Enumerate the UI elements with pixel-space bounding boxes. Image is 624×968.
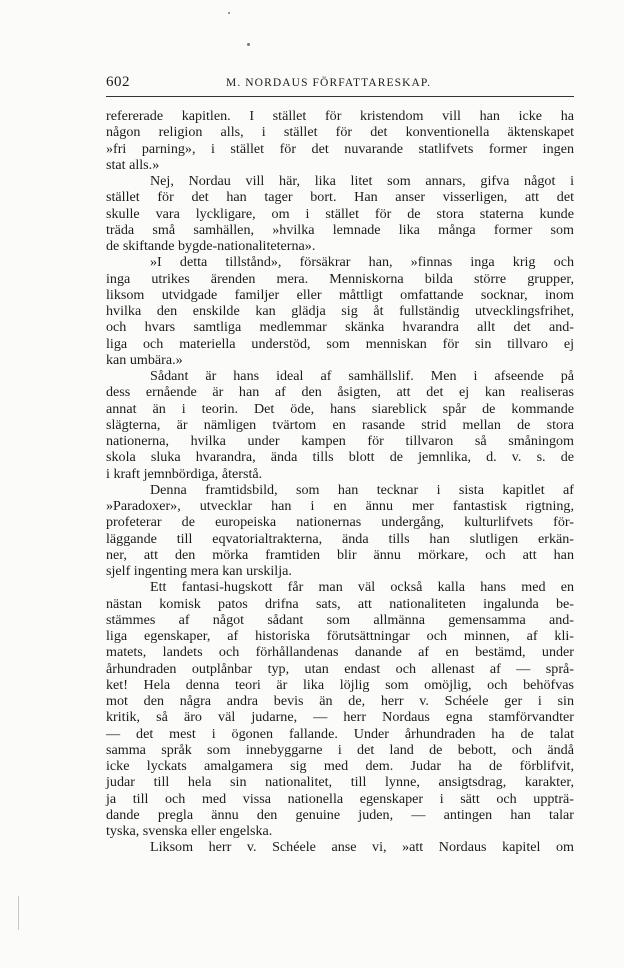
text-line: liksom utvidgade familjer eller måttligt omfattande socknar, inom [106, 286, 574, 303]
text-line: Nej, Nordau vill här, lika litet som annars, gifva något i [150, 173, 574, 189]
text-line: de skiftande bygde-nationaliteterna». [106, 238, 316, 254]
text-line: — det mest i ögonen fallande. Under århundraden ha de talat [106, 725, 574, 742]
text-line: »fri parning», i stället för det nuvarande statlifvets former ingen [106, 140, 574, 157]
text-line: träda små samhällen, »hvilka lemnade lika många former som [106, 221, 574, 238]
text-line: dande pregla ännu den genuine juden, — antingen han talar [106, 806, 574, 823]
text-line: nästan komisk patos drifna sats, att nationaliteten ingalunda be- [106, 595, 574, 612]
text-line: inga utrikes ärenden mera. Menniskorna bilda större grupper, [106, 270, 574, 287]
text-line: och hvars samtliga medlemmar skänka hvarandra allt det and- [106, 319, 574, 336]
text-line: skola sluka hvarandra, ända tills blott de jemnlika, d. v. s. de [106, 449, 574, 466]
text-line: hvilka den enskilde kan glädja sig åt fullständig utvecklingsfrihet, [106, 303, 574, 319]
text-line: profeterar de europeiska nationernas undergång, kulturlifvets för- [106, 514, 574, 531]
text-line: stämmes af något sådant som allmänna gemensamma and- [106, 611, 574, 628]
text-line: ja till och med vissa nationella egenskaper i sätt och uppträ- [106, 790, 574, 807]
text-line: mot den några andra bevis än de, herr v. Schéele ger i sin [106, 693, 574, 709]
text-line: århundraden outplånbar typ, utan endast och allenast af — språ- [106, 660, 574, 677]
text-line: refererade kapitlen. I stället för kristendom vill han icke ha [106, 108, 574, 124]
text-line: annat än i teorin. Det öde, hans siareblick spår de kommande [106, 400, 574, 417]
text-line: stat alls.» [106, 156, 160, 173]
text-line: Liksom herr v. Schéele anse vi, »att Nordaus kapitel om [150, 839, 574, 856]
ink-speck [247, 43, 250, 46]
text-line: i kraft jemnbördiga, återstå. [106, 465, 263, 482]
ink-speck [228, 12, 230, 14]
text-line: ner, att den mörka framtiden blir ännu mörkare, och att han [106, 546, 574, 563]
text-line: »Paradoxer», utvecklar han i en ännu mer fantastisk rigtning, [106, 498, 574, 514]
margin-mark [18, 896, 19, 930]
text-line: matets, landets och förhållandenas danande af en bestämd, under [106, 644, 574, 661]
header-rule [106, 96, 574, 97]
text-line: dess ernående är han af den åsigten, att det ej kan realiseras [106, 384, 574, 401]
text-line: sjelf ingenting mera kan urskilja. [106, 563, 292, 579]
text-line: stället för det han tager bort. Han anser visserligen, att det [106, 189, 574, 206]
text-line: judar till hela sin nationalitet, till lynne, ansigtsdrag, karakter, [106, 774, 574, 791]
text-line: liga egenskaper, af historiska förutsättningar och minnen, af kli- [106, 628, 574, 644]
text-line: nationerna, hvilka under kampen för tillvaron så småningom [106, 433, 574, 449]
text-line: ket! Hela denna teori är lika löjlig som omöjlig, och behöfvas [106, 676, 574, 693]
text-line: liga och materiella understöd, som menniskan för sin tillvaro ej [106, 335, 574, 352]
text-line: samma språk som innebyggarne i det land de bebott, och ändå [106, 741, 574, 758]
page-number: 602 [106, 74, 130, 90]
text-line: kan umbära.» [106, 351, 183, 368]
text-line: läggande till eqvatorialtrakterna, ända tills han slutligen erkän- [106, 530, 574, 547]
text-line: någon religion alls, i stället för det konventionella äktenskapet [106, 124, 574, 141]
running-title: M. NORDAUS FÖRFATTARESKAP. [226, 77, 432, 89]
text-line: Denna framtidsbild, som han tecknar i sista kapitlet af [150, 481, 574, 498]
text-line: Sådant är hans ideal af samhällslif. Men i afseende på [150, 368, 574, 384]
text-line: skulle vara lyckligare, om i stället för de stora staterna kunde [106, 205, 574, 222]
text-line: »I detta tillstånd», försäkrar han, »finnas inga krig och [150, 254, 574, 271]
text-line: slägterna, är nämligen tvärtom en rasande strid mellan de stora [106, 416, 574, 433]
text-line: tyska, svenska eller engelska. [106, 823, 273, 839]
text-line: icke lyckats amalgamera sig med dem. Judar ha de förblifvit, [106, 758, 574, 774]
text-line: kritik, så äro väl judarne, — herr Nordaus egna stamförvandter [106, 709, 574, 726]
text-line: Ett fantasi-hugskott får man väl också kalla hans med en [150, 579, 574, 596]
body-text [106, 108, 574, 856]
